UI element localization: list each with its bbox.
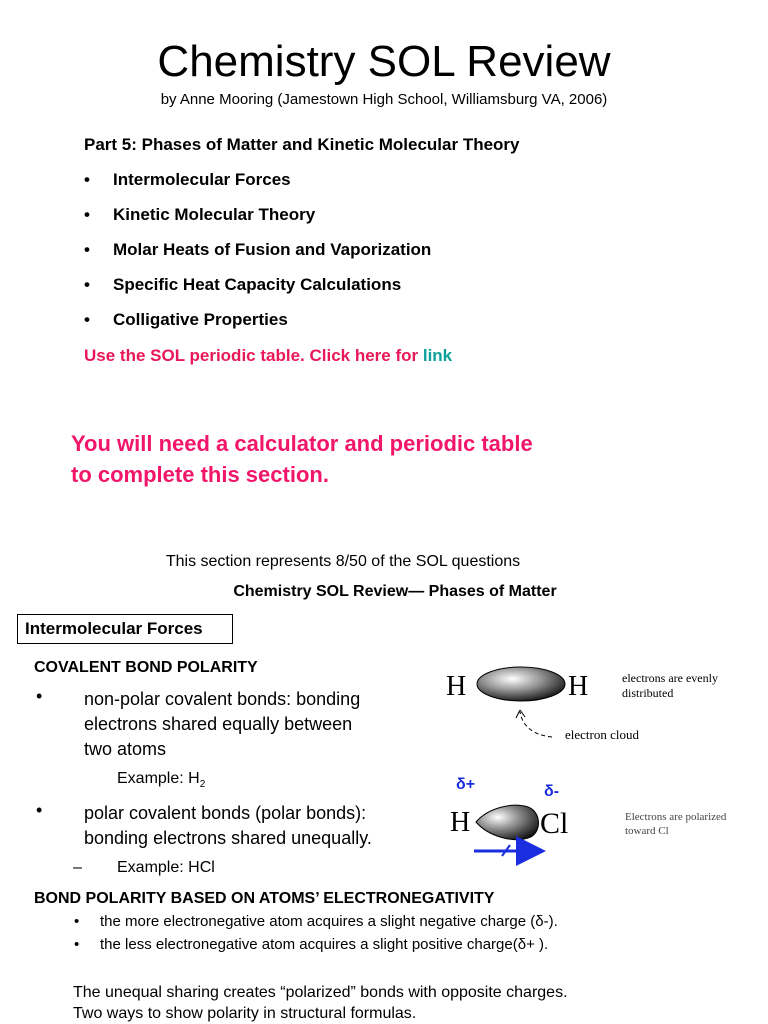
topic-kinetic-molecular-theory — [84, 205, 315, 225]
bond-polarity-heading: BOND POLARITY BASED ON ATOMS’ ELECTRONEGATIVITY — [34, 890, 495, 907]
topic-colligative-properties — [84, 310, 288, 330]
polar-description — [84, 801, 372, 851]
electronegativity-text: the less electronegative atom acquires a slight positive charge(δ+ ). — [100, 936, 549, 953]
bullet-marker: • — [36, 686, 43, 706]
polarized-label: toward Cl — [625, 825, 669, 837]
h-atom-left: H — [446, 671, 467, 702]
topic-specific-heat — [84, 275, 401, 295]
closing-line: Two ways to show polarity in structural formulas. — [73, 1005, 417, 1022]
polar-line: bonding electrons shared unequally. — [84, 828, 372, 848]
bullet-marker: • — [74, 936, 80, 953]
topic-label: Colligative Properties — [113, 310, 288, 329]
section-subtitle: Chemistry SOL Review— Phases of Matter — [233, 583, 557, 600]
nonpolar-description — [84, 687, 360, 762]
instruction-text: Use the SOL periodic table. Click here for — [84, 346, 423, 365]
example-hcl: Example: HCl — [117, 859, 215, 876]
dash-marker: – — [73, 859, 82, 876]
topic-label: Specific Heat Capacity Calculations — [113, 275, 402, 294]
pointer-arrowhead — [516, 710, 525, 718]
topic-intermolecular-forces — [84, 170, 291, 190]
nonpolar-line: electrons shared equally between — [84, 714, 353, 734]
bullet-marker: • — [84, 170, 90, 189]
delta-minus-label: δ- — [544, 783, 560, 800]
page-title: Chemistry SOL Review — [157, 37, 611, 86]
electron-cloud-nonpolar — [477, 667, 565, 701]
part-heading: Part 5: Phases of Matter and Kinetic Molecular Theory — [84, 135, 520, 154]
bullet-marker: • — [84, 205, 90, 224]
polarized-label: Electrons are polarized — [625, 811, 727, 823]
polar-line: polar covalent bonds (polar bonds): — [84, 803, 367, 823]
bullet-marker: • — [84, 310, 90, 329]
delta-plus-label: δ+ — [456, 776, 476, 793]
calculator-note-line2: to complete this section. — [71, 462, 329, 487]
cl-atom: Cl — [540, 807, 569, 840]
example-h2-subscript: 2 — [199, 779, 206, 791]
topic-label: Kinetic Molecular Theory — [113, 205, 316, 224]
closing-line: The unequal sharing creates “polarized” bonds with opposite charges. — [73, 984, 568, 1001]
example-h2-text: Example: H — [117, 770, 200, 787]
periodic-table-instruction — [84, 346, 452, 366]
section-note: This section represents 8/50 of the SOL questions — [165, 553, 521, 570]
calculator-note-line1: You will need a calculator and periodic table — [71, 431, 533, 456]
example-h2 — [117, 769, 205, 795]
evenly-distributed-label: distributed — [622, 686, 674, 700]
nonpolar-line: non-polar covalent bonds: bonding — [84, 689, 361, 709]
covalent-bond-heading: COVALENT BOND POLARITY — [34, 659, 258, 676]
electron-cloud-label: electron cloud — [565, 727, 639, 742]
bullet-marker: • — [36, 800, 43, 820]
nonpolar-line: two atoms — [84, 739, 167, 759]
calculator-note — [71, 428, 533, 490]
electronegativity-item — [74, 912, 558, 932]
h-atom-polar: H — [450, 807, 471, 838]
bullet-marker: • — [84, 240, 90, 259]
topic-label: Intermolecular Forces — [113, 170, 291, 189]
topic-molar-heats — [84, 240, 431, 260]
periodic-table-link[interactable]: link — [422, 346, 453, 365]
bullet-marker: • — [84, 275, 90, 294]
electron-cloud-polar — [476, 805, 539, 839]
bullet-marker: • — [74, 913, 80, 930]
topic-label: Molar Heats of Fusion and Vaporization — [113, 240, 432, 259]
intermolecular-forces-box: Intermolecular Forces — [17, 614, 233, 644]
pointer-curve — [520, 712, 552, 737]
electronegativity-item — [74, 935, 548, 955]
h-atom-right: H — [568, 671, 589, 702]
bond-polarity-diagram — [440, 650, 768, 870]
evenly-distributed-label: electrons are evenly — [622, 671, 718, 685]
electronegativity-text: the more electronegative atom acquires a slight negative charge (δ-). — [100, 913, 558, 930]
byline: by Anne Mooring (Jamestown High School, Williamsburg VA, 2006) — [160, 91, 608, 108]
